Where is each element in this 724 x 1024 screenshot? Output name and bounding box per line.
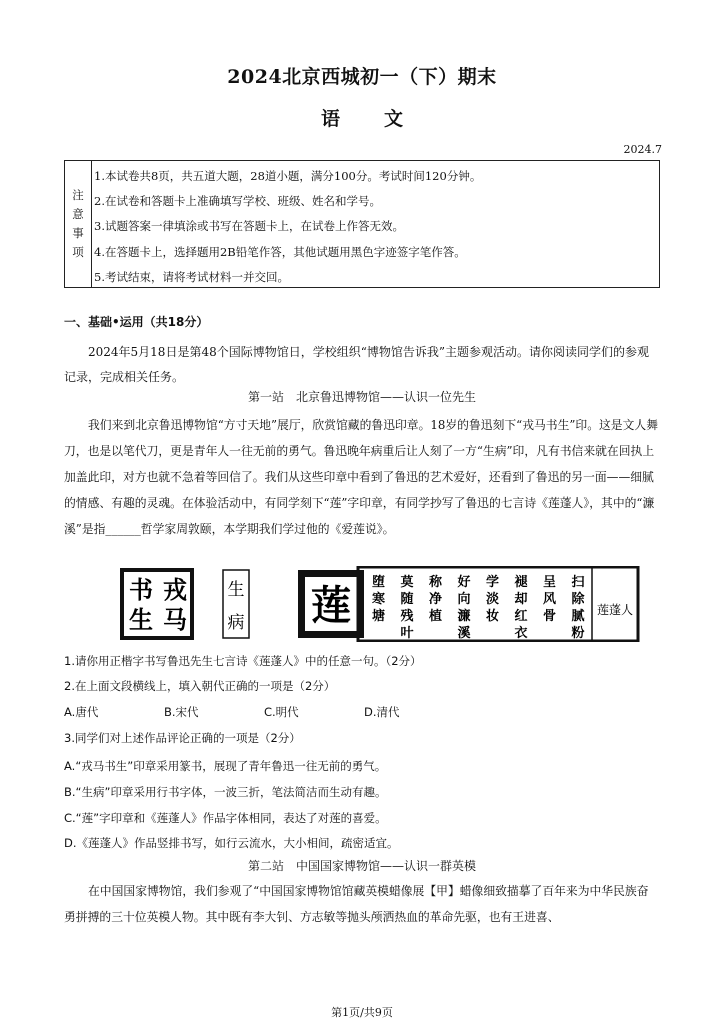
station1-title: 第一站 北京鲁迅博物馆——认识一位先生 (247, 390, 476, 404)
station2-paragraph: 在中国国家博物馆，我们参观了“中国国家博物馆馆藏英模蜡像展【甲】蜡像细致描摹了百年来为中华民族奋勇拼搏的三十位英模人物。其中既有李大钊、方志敏等抛头颅洒热血的革命先驱，也有王进喜、 (64, 884, 649, 924)
poem-char: 随 (400, 592, 414, 607)
poem-char: 却 (514, 592, 528, 607)
poem-char: 扫 (571, 575, 585, 590)
subject-title (0, 104, 724, 131)
question-2-options (64, 704, 564, 720)
seal2-char: 生 (227, 580, 245, 600)
poem-title: 莲蓬人 (596, 603, 634, 617)
poem-char: 妆 (485, 609, 500, 624)
page-number: 第1页/共9页 (331, 1006, 393, 1019)
option-b: B.“生病”印章采用行书字体，一波三折，笔法简洁而生动有趣。 (64, 785, 387, 799)
seal-lian (298, 570, 364, 638)
subject-char: 文 (384, 108, 404, 130)
seal3-char: 莲 (311, 582, 351, 629)
notice-box (64, 160, 660, 288)
poem-char: 粉 (571, 626, 585, 641)
poem-char: 风 (542, 592, 557, 607)
poem-char: 腻 (571, 609, 585, 624)
exam-date: 2024.7 (623, 143, 662, 156)
notice-label-char: 项 (72, 245, 84, 259)
poem-calligraphy (358, 567, 638, 641)
option-a: A.唐代 (64, 705, 99, 719)
seal1-char: 戎 (163, 575, 187, 604)
poem-char: 好 (457, 575, 471, 590)
station1-paragraph: 我们来到北京鲁迅博物馆“方寸天地”展厅，欣赏馆藏的鲁迅印章。18岁的鲁迅刻下“戎马书生”印。这是文人舞刀，也是以笔代刀，更是青年人一往无前的勇气。鲁迅晚年病重后让人刻了一方“生病”印，凡有书信来就在回执上加盖此印，对方也就不急着等回信了。我们从这些印章中看到了鲁迅的艺术爱好，还看到了鲁迅的另一面——细腻的情感、有趣的灵魂。在体验活动中，有同学刻下“莲”字印章，有同学抄写了鲁迅的七言诗《莲蓬人》，其中的“濂溪”是指______哲学家周敦颐，本学期我们学过他的《爱莲说》。 (64, 418, 658, 536)
poem-char: 塘 (371, 609, 386, 624)
poem-char: 骨 (542, 609, 557, 624)
poem-char: 堕 (371, 575, 386, 590)
seal-images (120, 566, 640, 642)
poem-char: 植 (428, 609, 443, 624)
poem-char: 莫 (400, 575, 414, 590)
poem-char: 褪 (514, 575, 528, 590)
question-1: 1.请你用正楷字书写鲁迅先生七言诗《莲蓬人》中的任意一句。（2分） (64, 654, 422, 668)
notice-label (65, 161, 92, 287)
notice-label-char: 注 (72, 188, 84, 202)
poem-char: 学 (485, 575, 500, 590)
notice-item: 5.考试结束，请将考试材料一并交回。 (94, 269, 289, 284)
poem-char: 残 (400, 609, 414, 624)
poem-char: 除 (571, 592, 585, 607)
poem-char: 寒 (371, 592, 386, 607)
option-c: C.“莲”字印章和《莲蓬人》作品字体相同，表达了对莲的喜爱。 (64, 811, 387, 825)
option-d: D.《莲蓬人》作品竖排书写，如行云流水，大小相间，疏密适宜。 (64, 836, 399, 850)
poem-char: 呈 (542, 575, 557, 590)
page-title: 2024北京西城初一（下）期末 (227, 66, 497, 88)
poem-char: 淡 (485, 592, 500, 607)
subject-char: 语 (320, 108, 340, 130)
poem-char: 称 (428, 575, 443, 590)
station2-title: 第二站 中国国家博物馆——认识一群英模 (247, 859, 476, 873)
poem-char: 净 (428, 592, 443, 607)
poem-char: 溪 (457, 626, 471, 641)
notice-list (92, 161, 659, 287)
notice-item: 3.试题答案一律填涂或书写在答题卡上，在试卷上作答无效。 (94, 219, 404, 234)
poem-char: 衣 (514, 626, 528, 641)
notice-label-char: 事 (72, 226, 84, 240)
seal-shengbing (223, 570, 249, 638)
question-2: 2.在上面文段横线上，填入朝代正确的一项是（2分） (64, 679, 336, 693)
seal-rongma-shusheng (122, 570, 192, 638)
poem-char: 濂 (457, 609, 471, 624)
section-heading: 一、基础•运用（共18分） (64, 315, 209, 329)
notice-item: 4.在答题卡上，选择题用2B铅笔作答，其他试题用黑色字迹签字笔作答。 (94, 244, 466, 259)
notice-item: 2.在试卷和答题卡上准确填写学校、班级、姓名和学号。 (94, 194, 381, 209)
poem-char: 红 (514, 609, 528, 624)
question-3: 3.同学们对上述作品评论正确的一项是（2分） (64, 731, 301, 745)
option-a: A.“戎马书生”印章采用篆书，展现了青年鲁迅一往无前的勇气。 (64, 759, 387, 773)
notice-item: 1.本试卷共8页，共五道大题，28道小题，满分100分。考试时间120分钟。 (94, 169, 482, 183)
seal1-char: 马 (163, 605, 187, 634)
notice-label-char: 意 (72, 207, 84, 221)
option-c: C.明代 (264, 705, 299, 719)
seal1-char: 书 (129, 575, 153, 604)
poem-char: 向 (457, 592, 471, 607)
seal1-char: 生 (129, 605, 153, 634)
intro-paragraph: 2024年5月18日是第48个国际博物馆日，学校组织“博物馆告诉我”主题参观活动。请你阅读同学们的参观记录，完成相关任务。 (64, 345, 649, 384)
seal2-char: 病 (227, 613, 245, 633)
option-d: D.清代 (364, 705, 400, 719)
option-b: B.宋代 (164, 705, 199, 719)
poem-char: 叶 (400, 626, 414, 641)
